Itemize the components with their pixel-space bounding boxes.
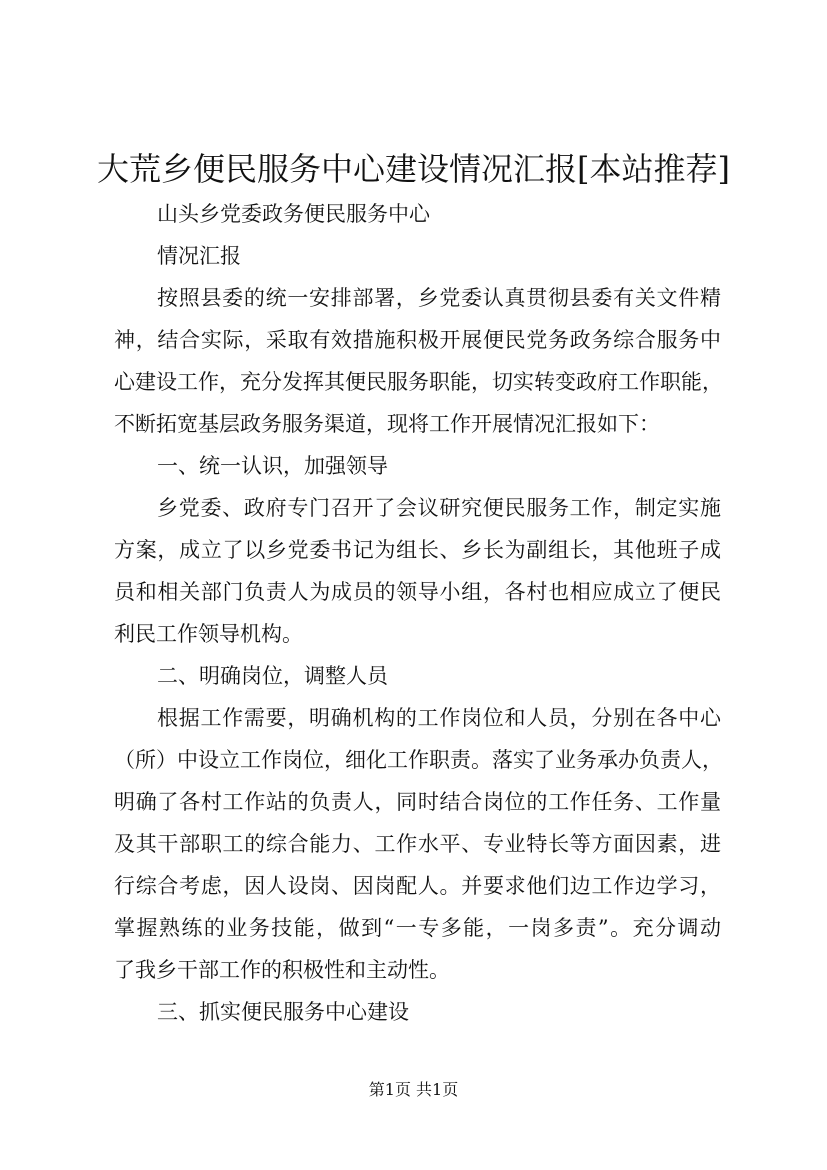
- paragraph-2-line-2: 方案，成立了以乡党委书记为组长、乡长为副组长，其他班子成: [114, 538, 721, 562]
- paragraph-3-line-6: 掌握熟练的业务技能，做到“一专多能，一岗多责”。充分调动: [114, 916, 721, 940]
- section-heading-2: 二、明确岗位，调整人员: [157, 664, 388, 688]
- section-heading-1: 一、统一认识，加强领导: [157, 454, 388, 478]
- paragraph-3-line-1: 根据工作需要，明确机构的工作岗位和人员，分别在各中心: [157, 706, 721, 730]
- paragraph-3-line-7: 了我乡干部工作的积极性和主动性。: [114, 958, 450, 982]
- paragraph-3-line-5: 行综合考虑，因人设岗、因岗配人。并要求他们边工作边学习，: [114, 874, 721, 898]
- paragraph-1-line-3: 心建设工作，充分发挥其便民服务职能，切实转变政府工作职能，: [114, 370, 723, 394]
- subtitle-line-2: 情况汇报: [157, 244, 241, 268]
- paragraph-1-line-2: 神，结合实际，采取有效措施积极开展便民党务政务综合服务中: [114, 328, 721, 352]
- paragraph-3-line-3: 明确了各村工作站的负责人，同时结合岗位的工作任务、工作量: [114, 790, 721, 814]
- paragraph-1-line-4: 不断拓宽基层政务服务渠道，现将工作开展情况汇报如下：: [114, 412, 660, 436]
- subtitle-line-1: 山头乡党委政务便民服务中心: [157, 202, 430, 226]
- paragraph-3-line-4: 及其干部职工的综合能力、工作水平、专业特长等方面因素，进: [114, 832, 721, 856]
- paragraph-2-line-1: 乡党委、政府专门召开了会议研究便民服务工作，制定实施: [157, 496, 721, 520]
- paragraph-3-line-2: （所）中设立工作岗位，细化工作职责。落实了业务承办负责人，: [114, 748, 723, 772]
- paragraph-2-line-4: 利民工作领导机构。: [114, 622, 303, 646]
- page-footer: 第1页 共1页: [368, 1080, 459, 1099]
- document-title: 大荒乡便民服务中心建设情况汇报[本站推荐]: [97, 150, 730, 188]
- paragraph-1-line-1: 按照县委的统一安排部署，乡党委认真贯彻县委有关文件精: [157, 286, 721, 310]
- paragraph-2-line-3: 员和相关部门负责人为成员的领导小组，各村也相应成立了便民: [114, 580, 721, 604]
- section-heading-3: 三、抓实便民服务中心建设: [157, 1000, 409, 1024]
